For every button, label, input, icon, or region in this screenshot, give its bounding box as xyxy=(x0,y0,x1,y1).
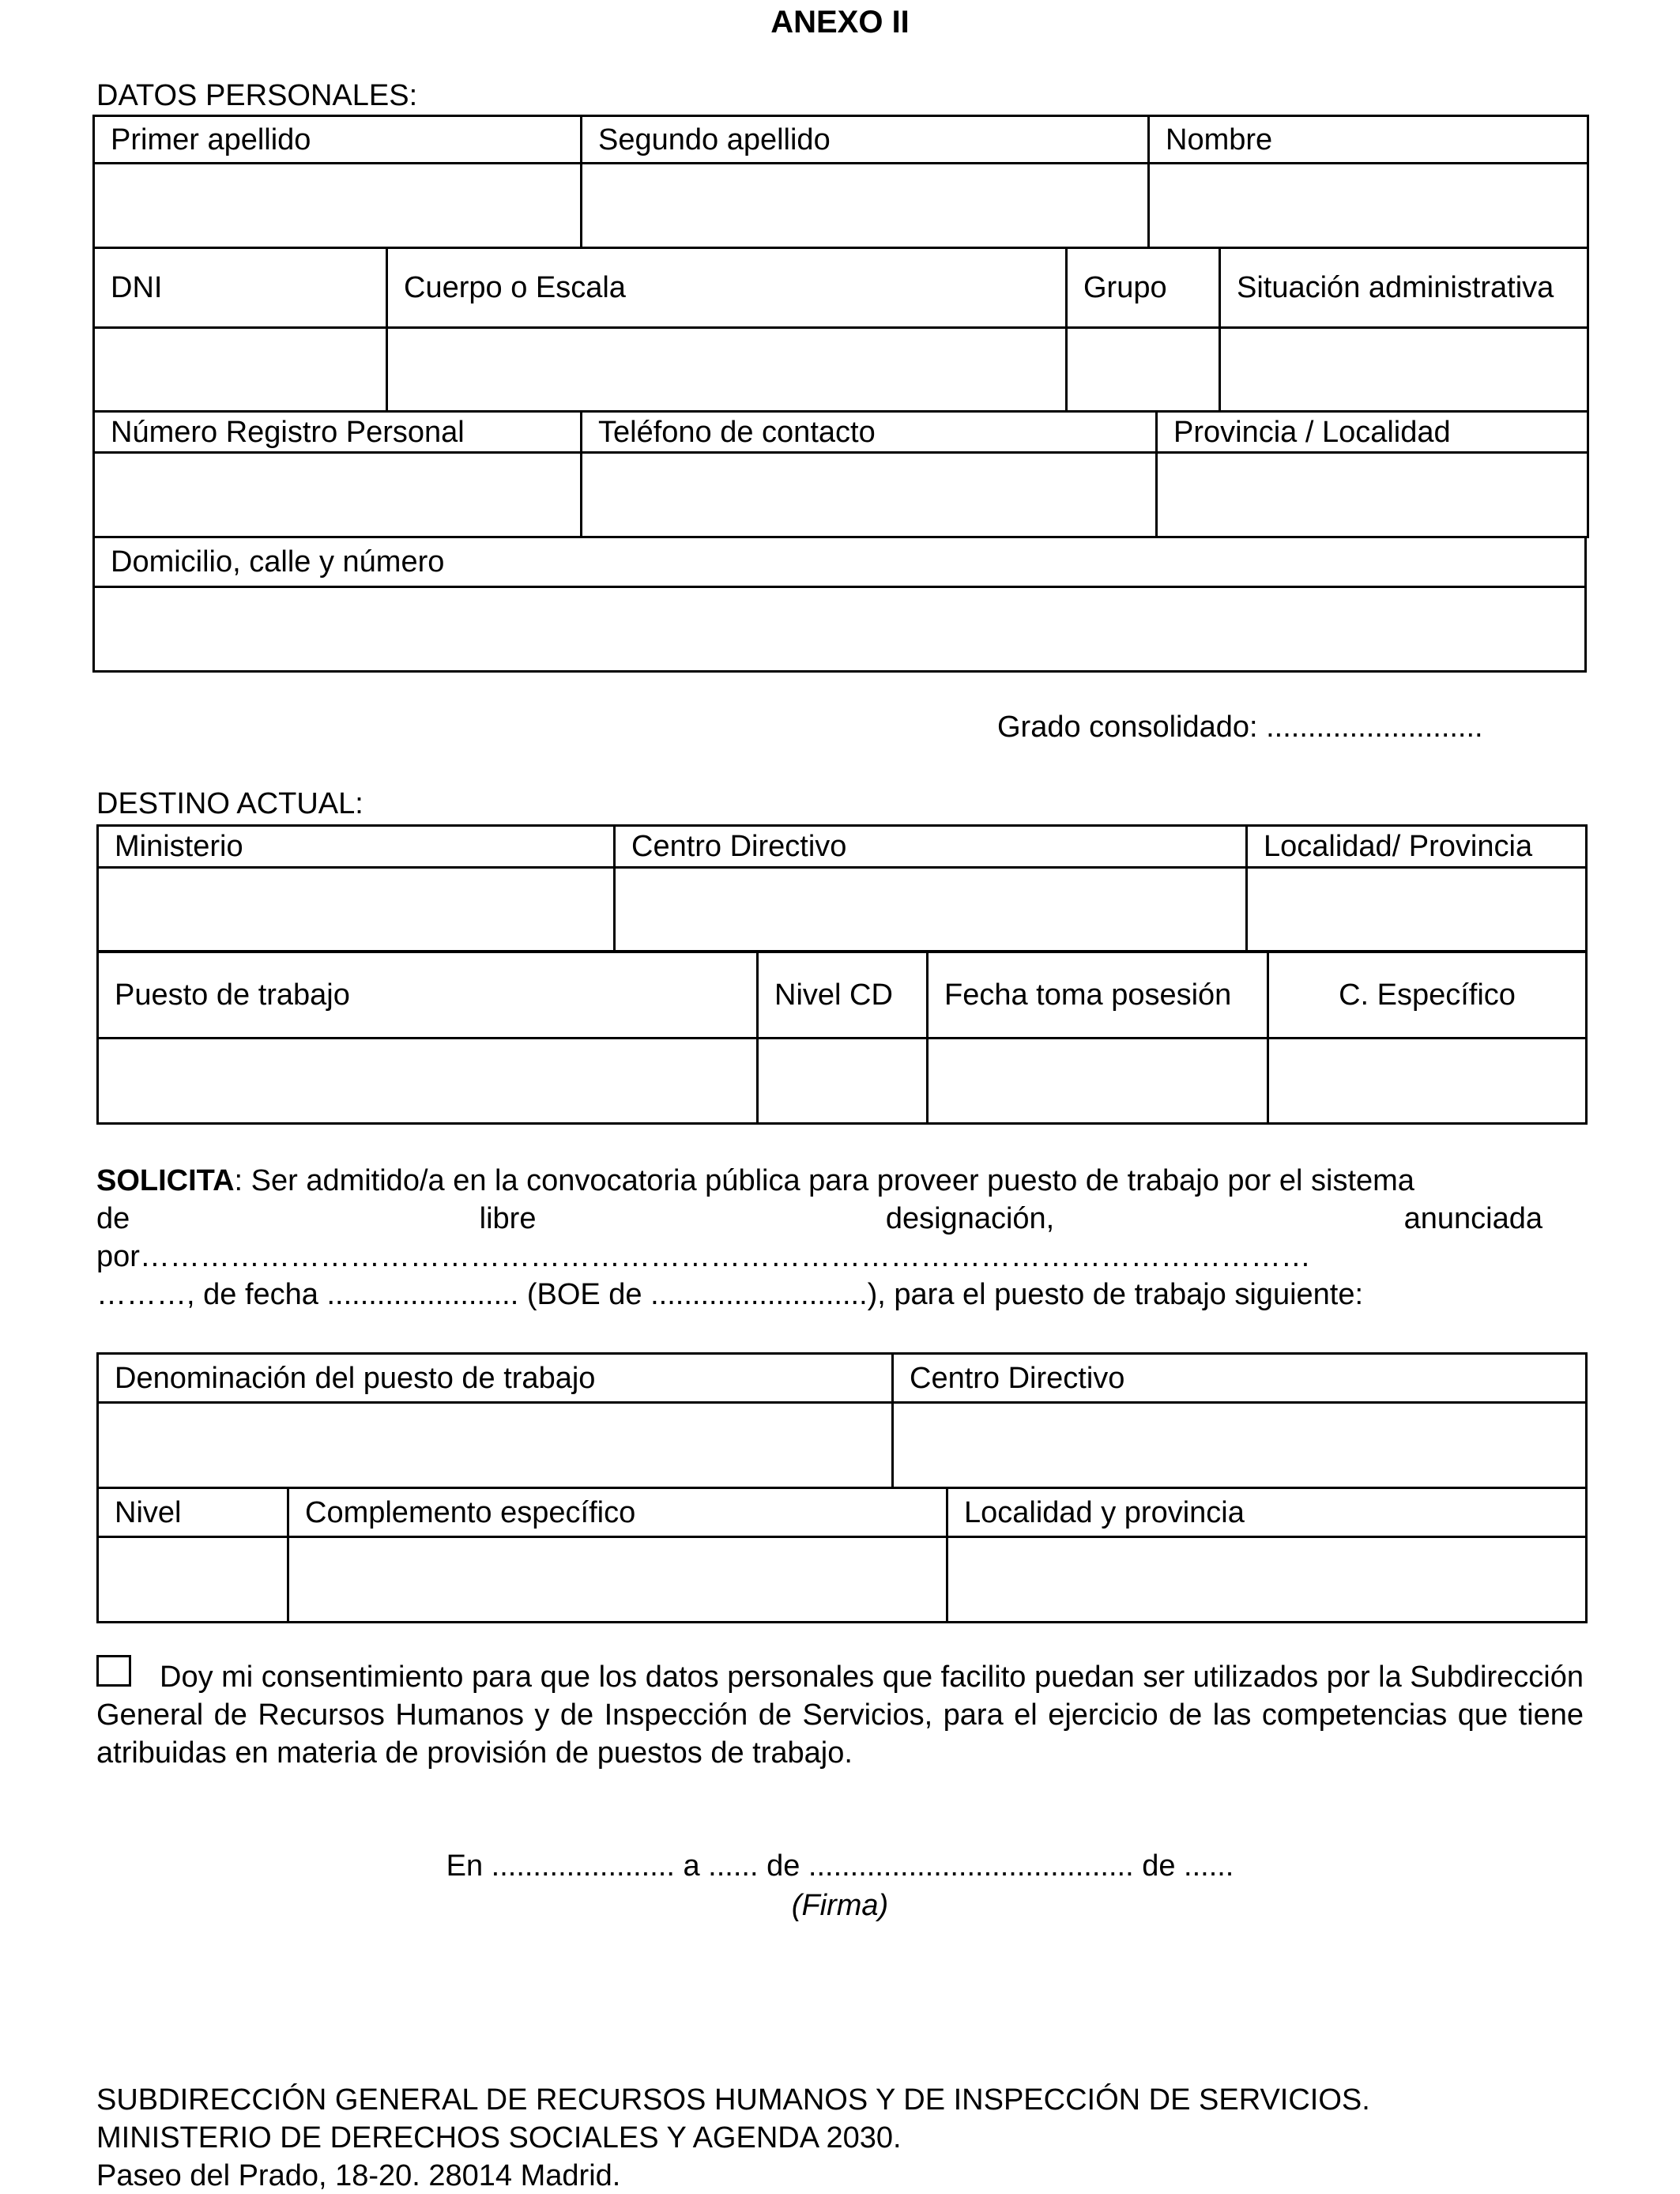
consent-text-block xyxy=(96,1658,1584,1772)
datos-personales-table-a xyxy=(92,115,1589,249)
centro-directivo-solicitado-field[interactable] xyxy=(893,1403,1587,1488)
localidad-provincia-label: Localidad/ Provincia xyxy=(1247,826,1587,868)
place-date-line: En ...................... a ...... de ....................................... de ...... xyxy=(446,1849,1234,1883)
denominacion-puesto-field[interactable] xyxy=(98,1403,893,1488)
primer-apellido-label: Primer apellido xyxy=(94,116,582,164)
datos-personales-table-b xyxy=(92,247,1589,413)
nivel-field[interactable] xyxy=(98,1537,288,1623)
footer-line: MINISTERIO DE DERECHOS SOCIALES Y AGENDA 2030. xyxy=(96,2121,902,2154)
puesto-solicitado-table-b xyxy=(96,1487,1588,1623)
solicita-bold: SOLICITA xyxy=(96,1164,235,1197)
solicita-line-3: por……………………………………………………………………………………………………… xyxy=(96,1240,1311,1273)
telefono-contacto-label: Teléfono de contacto xyxy=(582,412,1157,453)
fecha-toma-posesion-field[interactable] xyxy=(928,1039,1268,1124)
nombre-field[interactable] xyxy=(1149,164,1588,248)
situacion-administrativa-label: Situación administrativa xyxy=(1220,248,1588,328)
centro-directivo-solicitado-label: Centro Directivo xyxy=(893,1354,1587,1403)
destino-actual-label: DESTINO ACTUAL: xyxy=(96,787,363,820)
c-especifico-field[interactable] xyxy=(1268,1039,1587,1124)
destino-actual-table-b xyxy=(96,950,1588,1125)
situacion-administrativa-field[interactable] xyxy=(1220,328,1588,412)
primer-apellido-field[interactable] xyxy=(94,164,582,248)
dni-field[interactable] xyxy=(94,328,387,412)
solicita-word: anunciada xyxy=(1403,1202,1543,1235)
numero-registro-personal-field[interactable] xyxy=(94,453,582,537)
footer xyxy=(96,2081,1370,2194)
datos-personales-label: DATOS PERSONALES: xyxy=(96,79,418,112)
solicita-line-1-text: : Ser admitido/a en la convocatoria pública para proveer puesto de trabajo por el sistema xyxy=(234,1164,1414,1197)
datos-personales-table-d xyxy=(92,536,1587,673)
solicita-line-4: ………, de fecha ....................... (BOE de ..........................), para el puesto de trabajo siguiente: xyxy=(96,1278,1364,1311)
solicita-paragraph xyxy=(96,1162,1543,1314)
nombre-label: Nombre xyxy=(1149,116,1588,164)
complemento-especifico-field[interactable] xyxy=(288,1537,947,1623)
numero-registro-personal-label: Número Registro Personal xyxy=(94,412,582,453)
domicilio-label: Domicilio, calle y número xyxy=(94,537,1586,587)
grupo-field[interactable] xyxy=(1067,328,1220,412)
dni-label: DNI xyxy=(94,248,387,328)
puesto-trabajo-field[interactable] xyxy=(98,1039,758,1124)
domicilio-field[interactable] xyxy=(94,587,1586,672)
fecha-toma-posesion-label: Fecha toma posesión xyxy=(928,952,1268,1039)
solicita-line-1 xyxy=(96,1162,1543,1200)
signature-label: (Firma) xyxy=(791,1889,889,1922)
cuerpo-escala-field[interactable] xyxy=(387,328,1067,412)
provincia-localidad-label: Provincia / Localidad xyxy=(1157,412,1588,453)
consent-text: Doy mi consentimiento para que los datos personales que facilito puedan ser utilizados por la Subdirección General de Recursos Humanos y de Inspección de Servicios, para el ejercicio de las competencias que tiene atribuidas en materia de provisión de puestos de trabajo. xyxy=(96,1661,1584,1770)
solicita-word: designación, xyxy=(885,1202,1055,1235)
centro-directivo-field[interactable] xyxy=(615,868,1247,952)
segundo-apellido-label: Segundo apellido xyxy=(582,116,1149,164)
grupo-label: Grupo xyxy=(1067,248,1220,328)
footer-line: Paseo del Prado, 18-20. 28014 Madrid. xyxy=(96,2159,621,2192)
grado-consolidado: Grado consolidado: .......................... xyxy=(997,711,1483,744)
destino-actual-table-a xyxy=(96,824,1588,953)
solicita-word: libre xyxy=(479,1202,537,1235)
provincia-localidad-field[interactable] xyxy=(1157,453,1588,537)
localidad-y-provincia-field[interactable] xyxy=(947,1537,1587,1623)
solicita-line-2 xyxy=(96,1200,1543,1238)
nivel-cd-label: Nivel CD xyxy=(758,952,928,1039)
footer-line: SUBDIRECCIÓN GENERAL DE RECURSOS HUMANOS Y DE INSPECCIÓN DE SERVICIOS. xyxy=(96,2083,1370,2117)
puesto-solicitado-table-a xyxy=(96,1352,1588,1489)
complemento-especifico-label: Complemento específico xyxy=(288,1488,947,1537)
telefono-contacto-field[interactable] xyxy=(582,453,1157,537)
centro-directivo-label: Centro Directivo xyxy=(615,826,1247,868)
document-title: ANEXO II xyxy=(770,5,910,40)
datos-personales-table-c xyxy=(92,410,1589,538)
solicita-word: de xyxy=(96,1202,130,1235)
segundo-apellido-field[interactable] xyxy=(582,164,1149,248)
localidad-provincia-field[interactable] xyxy=(1247,868,1587,952)
nivel-label: Nivel xyxy=(98,1488,288,1537)
cuerpo-escala-label: Cuerpo o Escala xyxy=(387,248,1067,328)
c-especifico-label: C. Específico xyxy=(1268,952,1587,1039)
nivel-cd-field[interactable] xyxy=(758,1039,928,1124)
localidad-y-provincia-label: Localidad y provincia xyxy=(947,1488,1587,1537)
ministerio-field[interactable] xyxy=(98,868,615,952)
puesto-trabajo-label: Puesto de trabajo xyxy=(98,952,758,1039)
denominacion-puesto-label: Denominación del puesto de trabajo xyxy=(98,1354,893,1403)
ministerio-label: Ministerio xyxy=(98,826,615,868)
